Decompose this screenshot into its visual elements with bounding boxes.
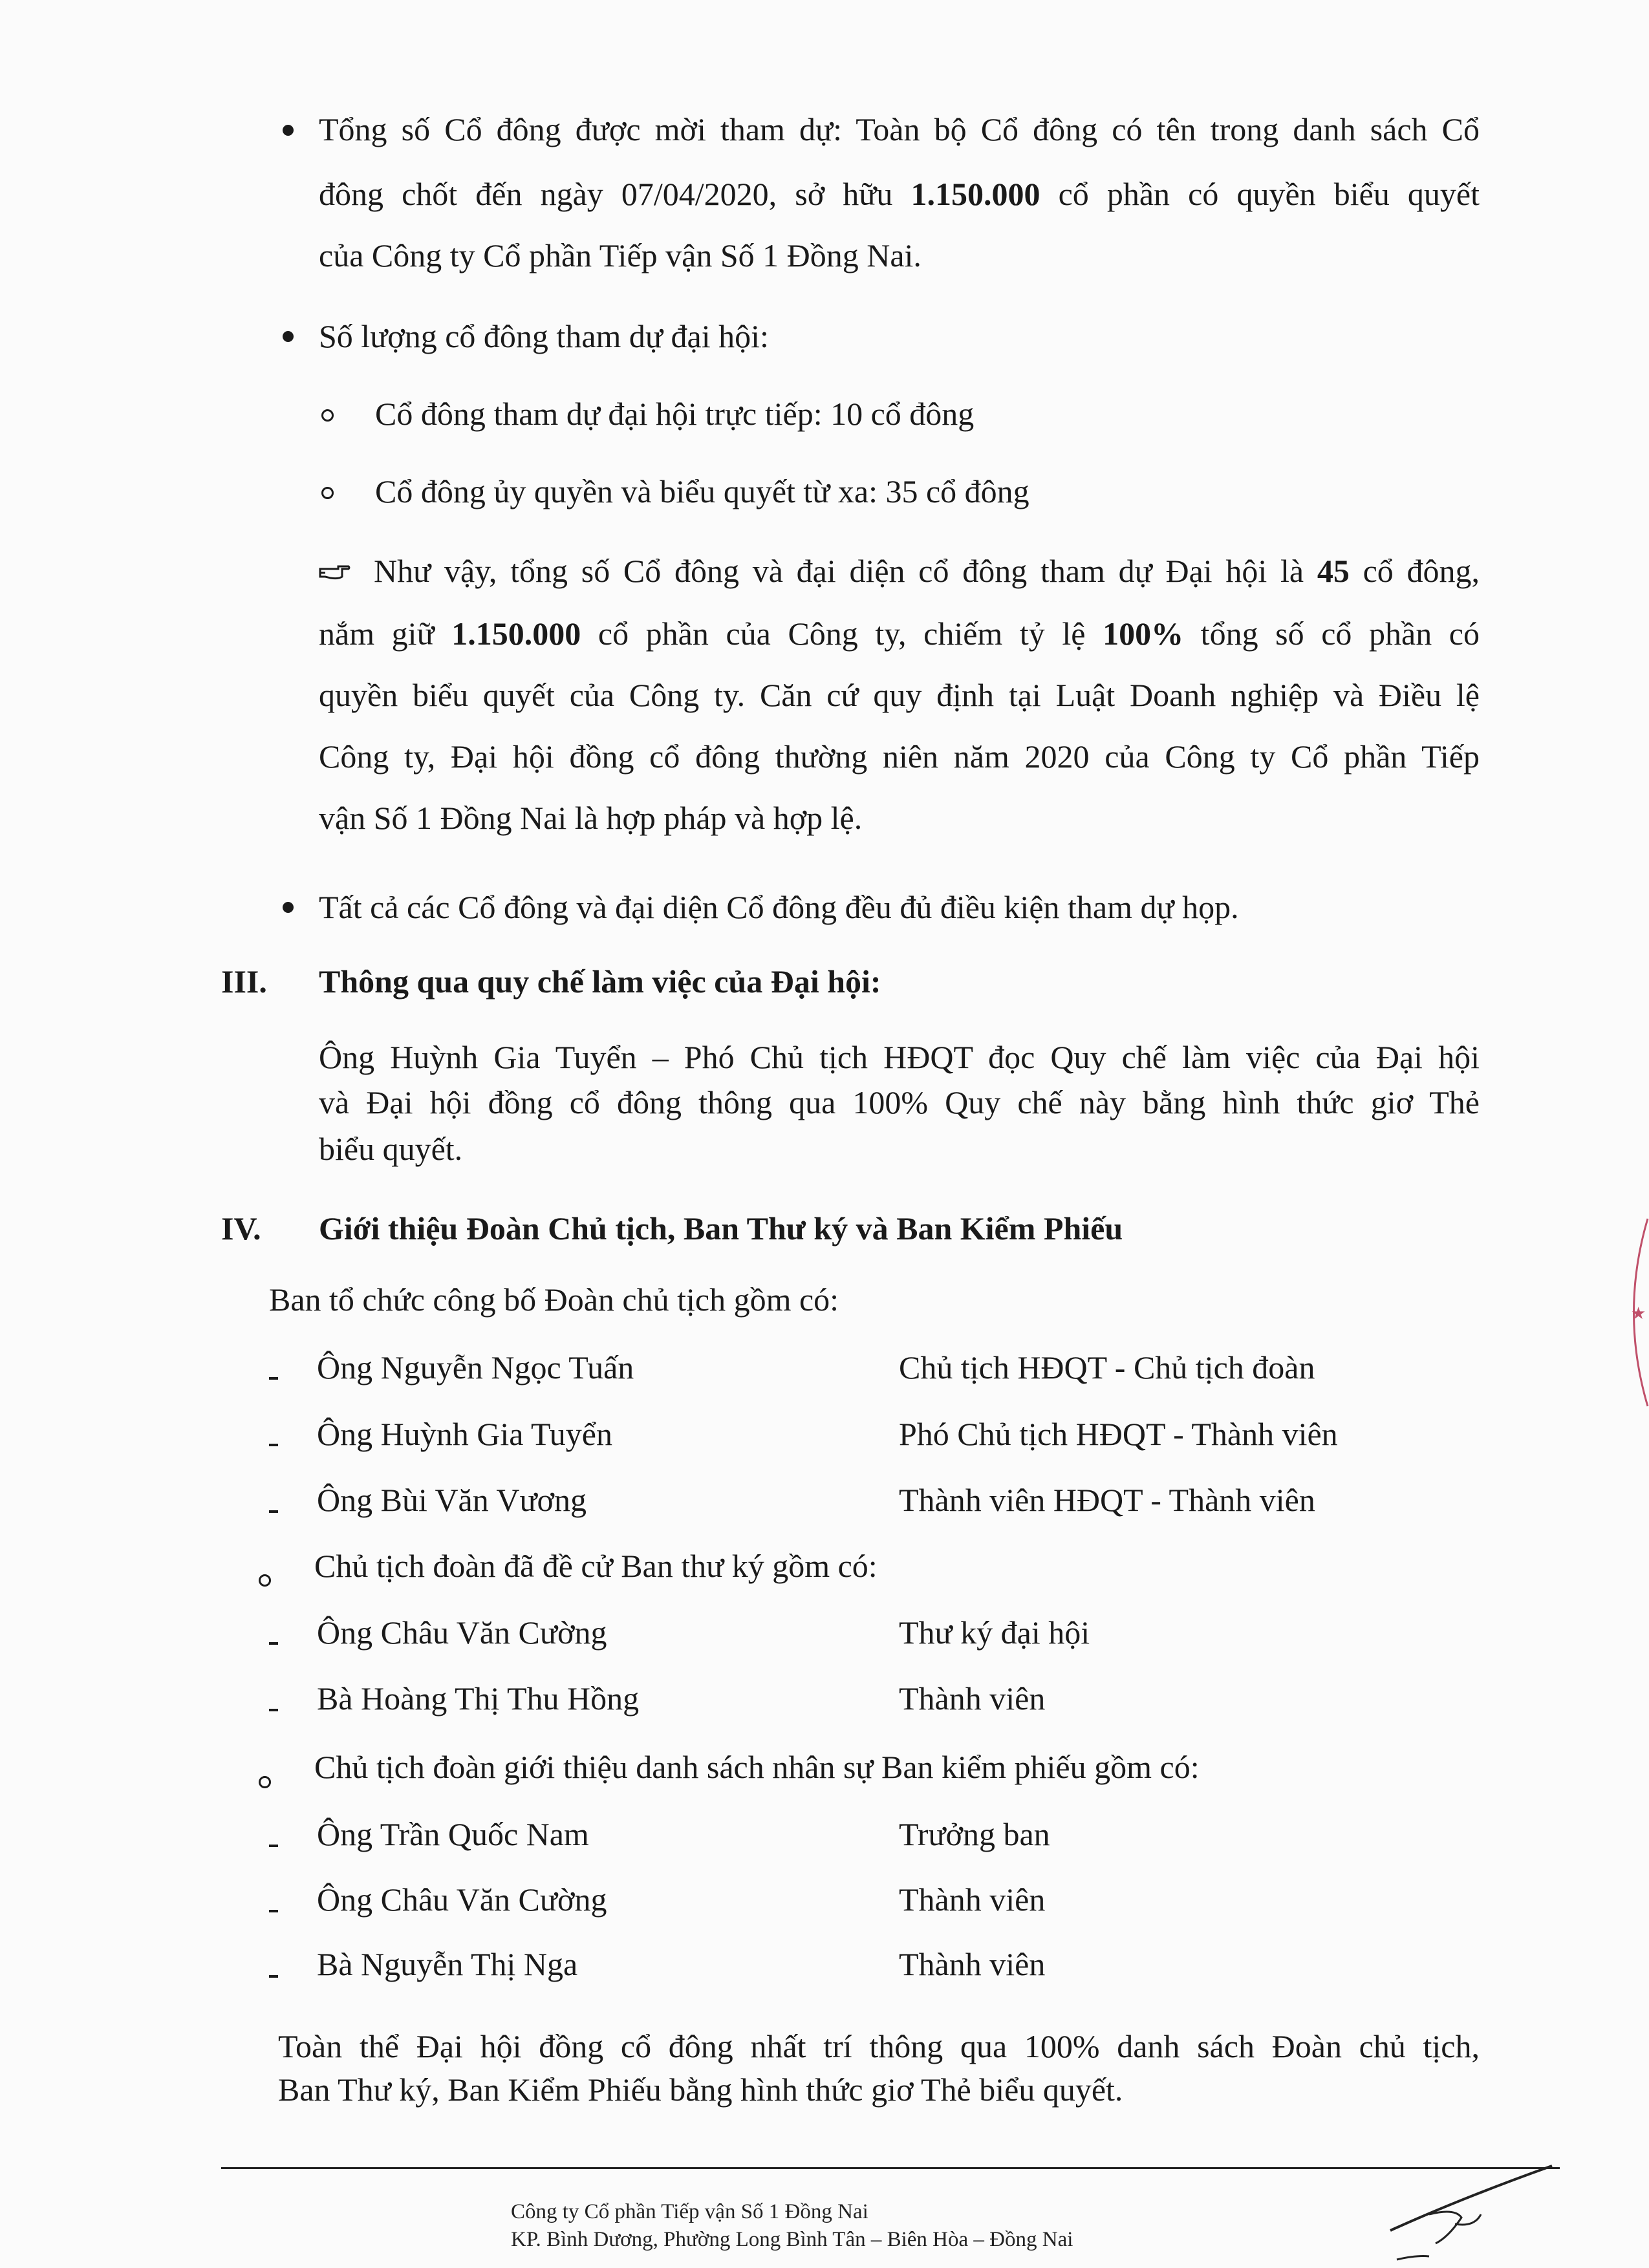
- bullet-dot: [283, 902, 294, 913]
- list-item: Cổ đông ủy quyền và biểu quyết từ xa: 35 cổ đông: [375, 473, 1029, 509]
- list-intro: Chủ tịch đoàn đã đề cử Ban thư ký gồm có:: [314, 1548, 878, 1584]
- paragraph-line: Toàn thể Đại hội đồng cổ đông nhất trí thông qua 100% danh sách Đoàn chủ tịch,: [278, 2028, 1480, 2064]
- paragraph-line: [374, 555, 1480, 587]
- section-title: Giới thiệu Đoàn Chủ tịch, Ban Thư ký và Ban Kiểm Phiếu: [319, 1210, 1123, 1246]
- member-name: Ông Trần Quốc Nam: [317, 1816, 589, 1852]
- paragraph-line: Số lượng cổ đông tham dự đại hội:: [319, 318, 769, 354]
- member-role: Phó Chủ tịch HĐQT - Thành viên: [899, 1416, 1338, 1452]
- paragraph-line: Ban Thư ký, Ban Kiểm Phiếu bằng hình thức giơ Thẻ biểu quyết.: [278, 2071, 1123, 2108]
- list-dash: [269, 1845, 278, 1847]
- bullet-dot: [283, 125, 294, 136]
- member-role: Thành viên: [899, 1881, 1046, 1918]
- footer-company: Công ty Cổ phần Tiếp vận Số 1 Đồng Nai: [511, 2200, 868, 2223]
- list-dash: [269, 1642, 278, 1645]
- paragraph-line: và Đại hội đồng cổ đông thông qua 100% Quy chế này bằng hình thức giơ Thẻ: [319, 1084, 1480, 1120]
- member-role: Trưởng ban: [899, 1816, 1050, 1852]
- section-title: Thông qua quy chế làm việc của Đại hội:: [319, 963, 881, 1000]
- text-run: cổ phần có quyền biểu quyết: [1040, 176, 1480, 212]
- sub-bullet-circle: [259, 1574, 271, 1587]
- svg-text:★: ★: [1631, 1304, 1646, 1323]
- bold-text: 45: [1317, 553, 1350, 589]
- member-name: Ông Châu Văn Cường: [317, 1614, 607, 1651]
- bold-text: 100%: [1103, 615, 1184, 652]
- member-name: Bà Nguyễn Thị Nga: [317, 1946, 578, 1982]
- paragraph-line: Tổng số Cổ đông được mời tham dự: Toàn bộ Cổ đông có tên trong danh sách Cổ: [319, 111, 1480, 147]
- paragraph-line: [319, 617, 1480, 650]
- bullet-dot: [283, 331, 294, 342]
- footer-divider: [221, 2167, 1560, 2169]
- paragraph-line: Công ty, Đại hội đồng cổ đông thường niên năm 2020 của Công ty Cổ phần Tiếp: [319, 738, 1480, 775]
- paragraph-line: Ban tổ chức công bố Đoàn chủ tịch gồm có:: [269, 1281, 839, 1318]
- paragraph-line: biểu quyết.: [319, 1131, 463, 1167]
- bold-text: 1.150.000: [911, 176, 1040, 212]
- text-run: Như vậy, tổng số Cổ đông và đại diện cổ đông tham dự Đại hội là: [374, 553, 1317, 589]
- list-dash: [269, 1975, 278, 1978]
- member-role: Thành viên: [899, 1680, 1046, 1717]
- paragraph-line: của Công ty Cổ phần Tiếp vận Số 1 Đồng Nai.: [319, 237, 921, 273]
- signature-mark: [1384, 2153, 1565, 2268]
- paragraph-line: Ông Huỳnh Gia Tuyển – Phó Chủ tịch HĐQT đọc Quy chế làm việc của Đại hội: [319, 1039, 1480, 1075]
- list-item: Cổ đông tham dự đại hội trực tiếp: 10 cổ đông: [375, 396, 975, 432]
- list-dash: [269, 1510, 278, 1513]
- paragraph-line: Tất cả các Cổ đông và đại diện Cổ đông đều đủ điều kiện tham dự họp.: [319, 889, 1239, 925]
- member-role: Thành viên HĐQT - Thành viên: [899, 1482, 1315, 1518]
- text-run: đông chốt đến ngày 07/04/2020, sở hữu: [319, 176, 911, 212]
- member-role: Chủ tịch HĐQT - Chủ tịch đoàn: [899, 1349, 1315, 1385]
- stamp-fragment: [1617, 1215, 1649, 1409]
- member-name: Ông Châu Văn Cường: [317, 1881, 607, 1918]
- member-role: Thư ký đại hội: [899, 1614, 1090, 1651]
- list-intro: Chủ tịch đoàn giới thiệu danh sách nhân sự Ban kiểm phiếu gồm có:: [314, 1749, 1200, 1785]
- pointing-hand-icon: [319, 555, 351, 587]
- member-name: Ông Bùi Văn Vương: [317, 1482, 587, 1518]
- section-number: IV.: [221, 1210, 261, 1246]
- member-name: Bà Hoàng Thị Thu Hồng: [317, 1680, 640, 1717]
- list-dash: [269, 1709, 278, 1711]
- footer-address: KP. Bình Dương, Phường Long Bình Tân – Biên Hòa – Đồng Nai: [511, 2228, 1073, 2251]
- list-dash: [269, 1910, 278, 1912]
- list-dash: [269, 1444, 278, 1446]
- section-number: III.: [221, 963, 267, 1000]
- text-run: tổng số cổ phần có: [1183, 615, 1480, 652]
- member-name: Ông Nguyễn Ngọc Tuấn: [317, 1349, 634, 1385]
- sub-bullet-circle: [321, 409, 334, 422]
- bold-text: 1.150.000: [451, 615, 581, 652]
- member-role: Thành viên: [899, 1946, 1046, 1982]
- text-run: cổ phần của Công ty, chiếm tỷ lệ: [581, 615, 1103, 652]
- paragraph-line: quyền biểu quyết của Công ty. Căn cứ quy định tại Luật Doanh nghiệp và Điều lệ: [319, 677, 1480, 713]
- list-dash: [269, 1377, 278, 1380]
- text-run: cổ đông,: [1349, 553, 1480, 589]
- paragraph-line: [319, 178, 1480, 210]
- sub-bullet-circle: [259, 1776, 271, 1788]
- paragraph-line: vận Số 1 Đồng Nai là hợp pháp và hợp lệ.: [319, 800, 863, 836]
- member-name: Ông Huỳnh Gia Tuyển: [317, 1416, 612, 1452]
- text-run: nắm giữ: [319, 615, 452, 652]
- sub-bullet-circle: [321, 487, 334, 499]
